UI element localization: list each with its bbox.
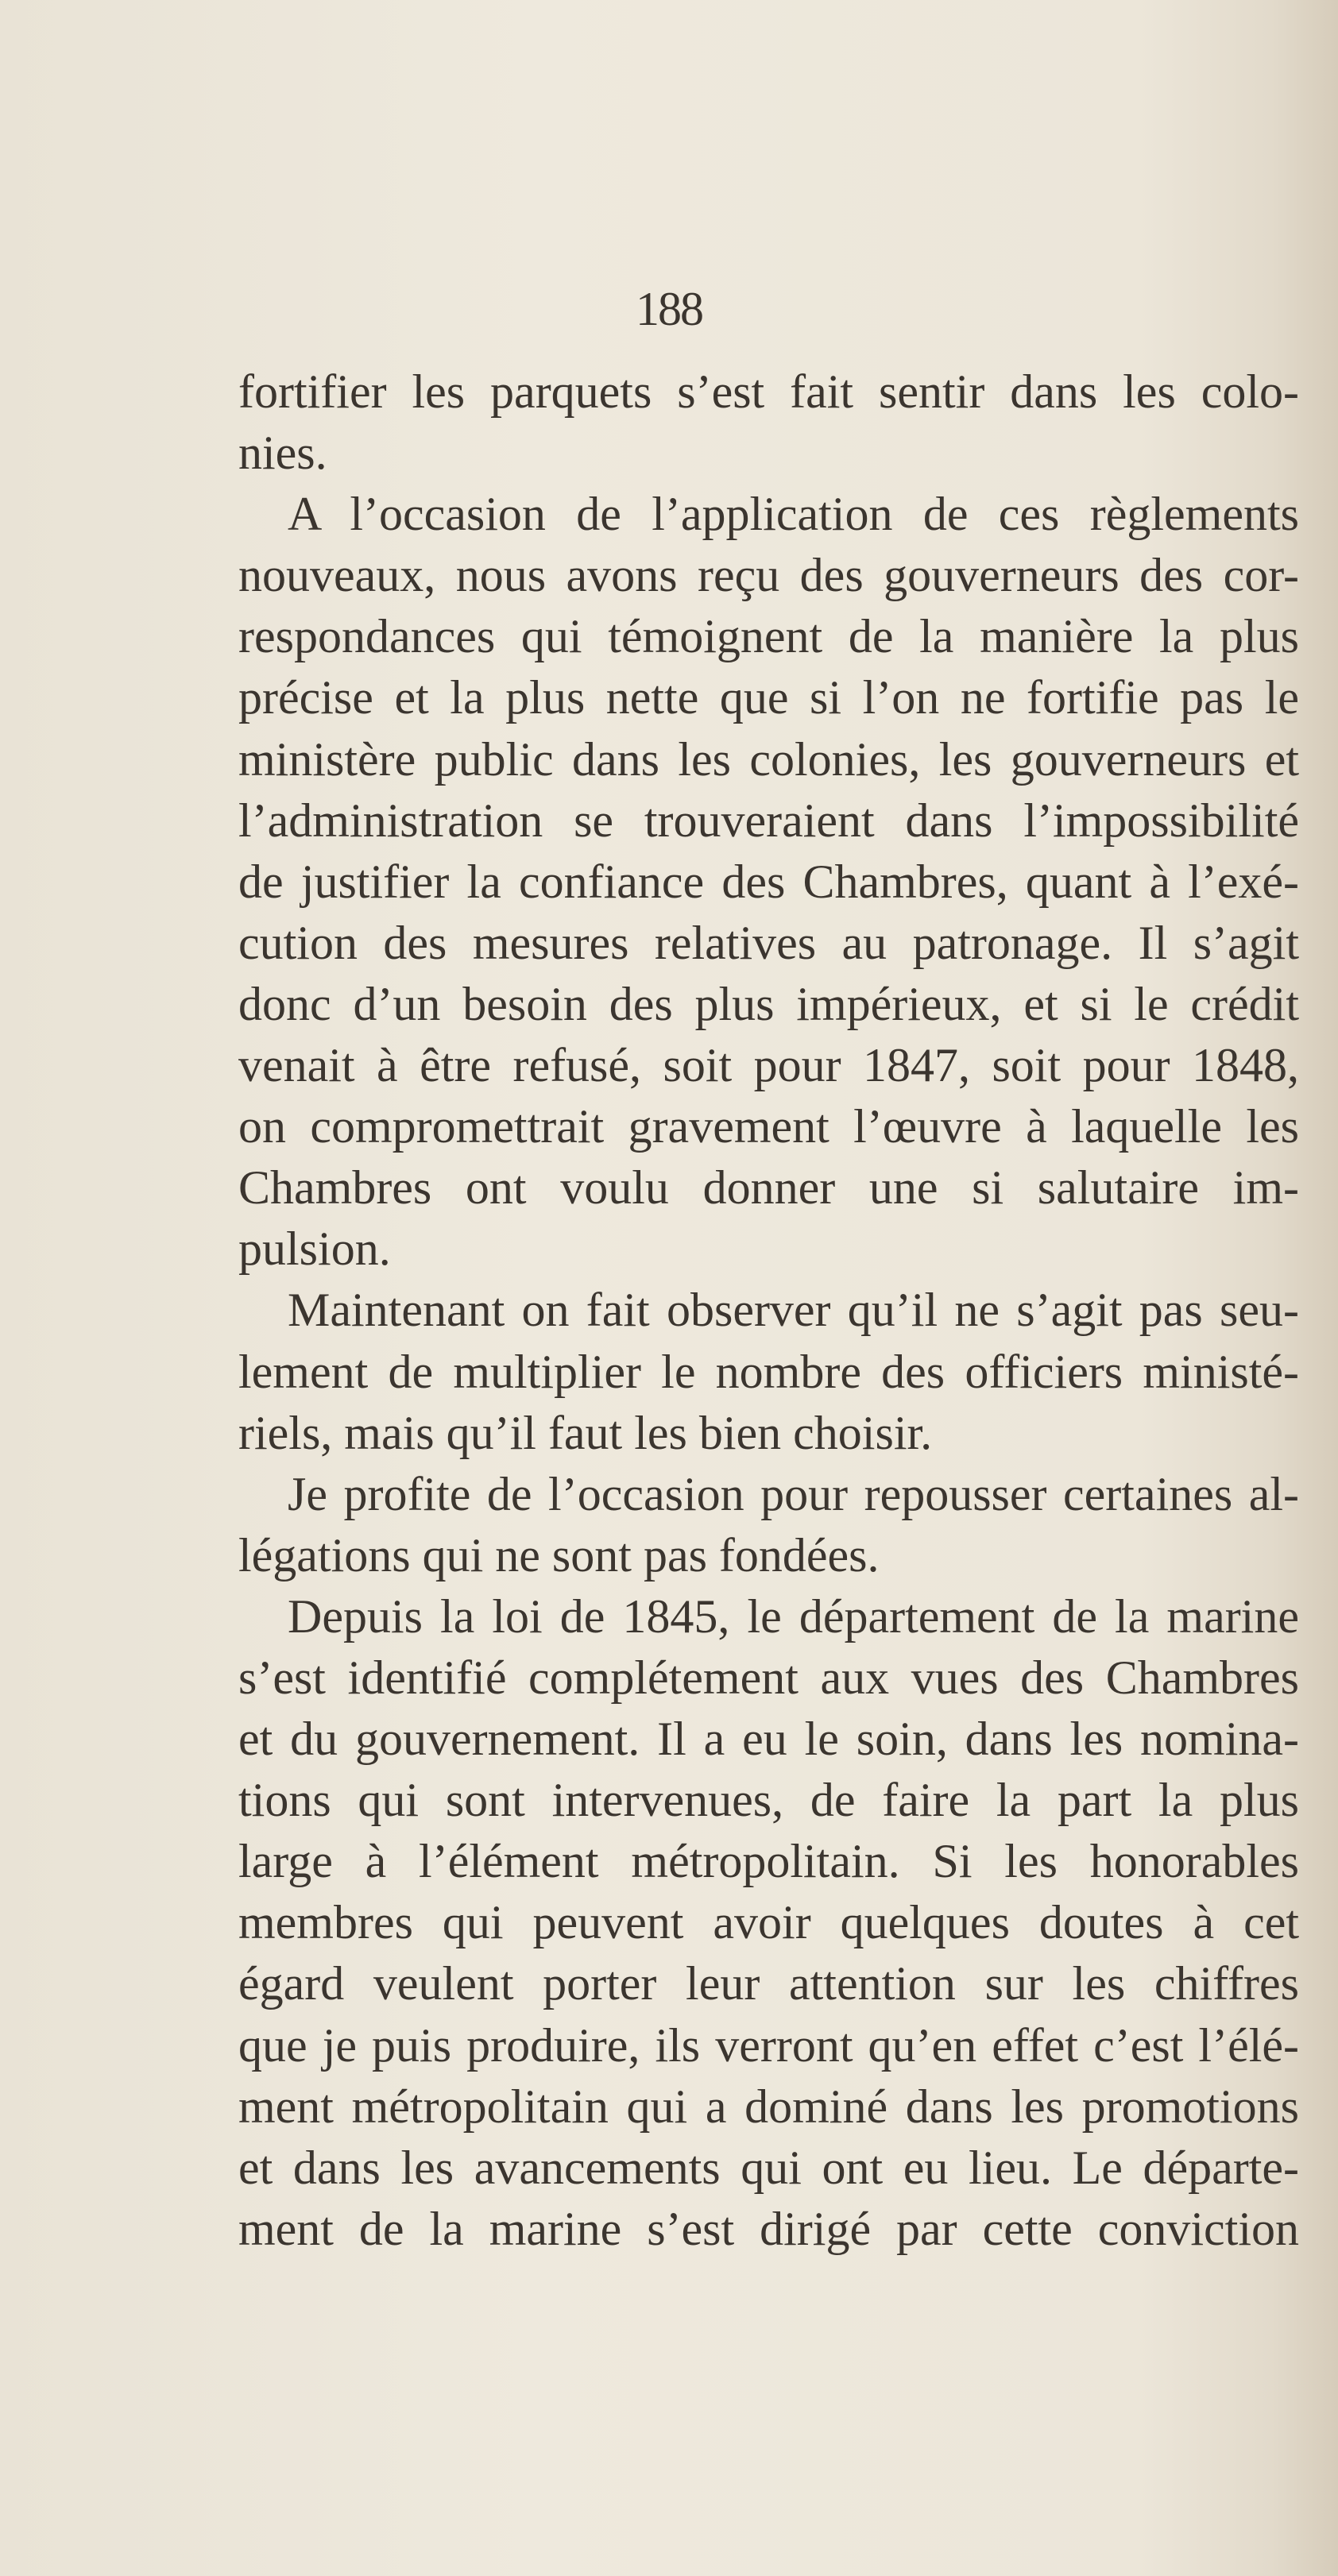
text-line: membres qui peuvent avoir quelques doutes à cet — [238, 1896, 1299, 1949]
text-line: et dans les avancements qui ont eu lieu. Le départe- — [238, 2141, 1299, 2194]
text-line: l’administration se trouveraient dans l’impossibilité — [238, 794, 1299, 847]
text-line: ment de la marine s’est dirigé par cette conviction — [238, 2202, 1299, 2255]
text-line: donc d’un besoin des plus impérieux, et si le crédit — [238, 977, 1299, 1030]
text-line: Je profite de l’occasion pour repousser certaines al- — [288, 1467, 1299, 1520]
text-line: précise et la plus nette que si l’on ne fortifie pas le — [238, 671, 1299, 724]
text-line: venait à être refusé, soit pour 1847, soit pour 1848, — [238, 1039, 1299, 1092]
text-line: fortifier les parquets s’est fait sentir dans les colo- — [238, 365, 1299, 418]
text-line: ment métropolitain qui a dominé dans les promotions — [238, 2080, 1299, 2133]
text-line: Maintenant on fait observer qu’il ne s’agit pas seu- — [288, 1284, 1299, 1337]
text-line: de justifier la confiance des Chambres, quant à l’exé- — [238, 855, 1299, 908]
text-line: large à l’élément métropolitain. Si les honorables — [238, 1835, 1299, 1888]
text-line: et du gouvernement. Il a eu le soin, dans les nomina- — [238, 1713, 1299, 1766]
text-line: tions qui sont intervenues, de faire la part la plus — [238, 1774, 1299, 1827]
text-line: que je puis produire, ils verront qu’en effet c’est l’élé- — [238, 2018, 1299, 2072]
text-line: A l’occasion de l’application de ces règlements — [288, 488, 1299, 541]
text-line: Chambres ont voulu donner une si salutaire im- — [238, 1161, 1299, 1215]
text-line: pulsion. — [238, 1222, 391, 1276]
text-line: ministère public dans les colonies, les gouverneurs et — [238, 732, 1299, 786]
text-line: nies. — [238, 427, 327, 480]
page-number: 188 — [636, 283, 702, 335]
body-text — [238, 361, 1299, 2260]
text-line: nouveaux, nous avons reçu des gouverneurs des cor- — [238, 549, 1299, 602]
text-line: légations qui ne sont pas fondées. — [238, 1528, 880, 1582]
text-line: riels, mais qu’il faut les bien choisir. — [238, 1406, 933, 1459]
text-line: s’est identifié complétement aux vues des Chambres — [238, 1651, 1299, 1704]
text-line: égard veulent porter leur attention sur les chiffres — [238, 1957, 1299, 2010]
text-line: on compromettrait gravement l’œuvre à laquelle les — [238, 1100, 1299, 1153]
text-line: respondances qui témoignent de la manière la plus — [238, 610, 1299, 663]
text-line: Depuis la loi de 1845, le département de la marine — [288, 1589, 1299, 1643]
text-line: lement de multiplier le nombre des officiers ministé- — [238, 1345, 1299, 1398]
text-line: cution des mesures relatives au patronage. Il s’agit — [238, 916, 1299, 969]
